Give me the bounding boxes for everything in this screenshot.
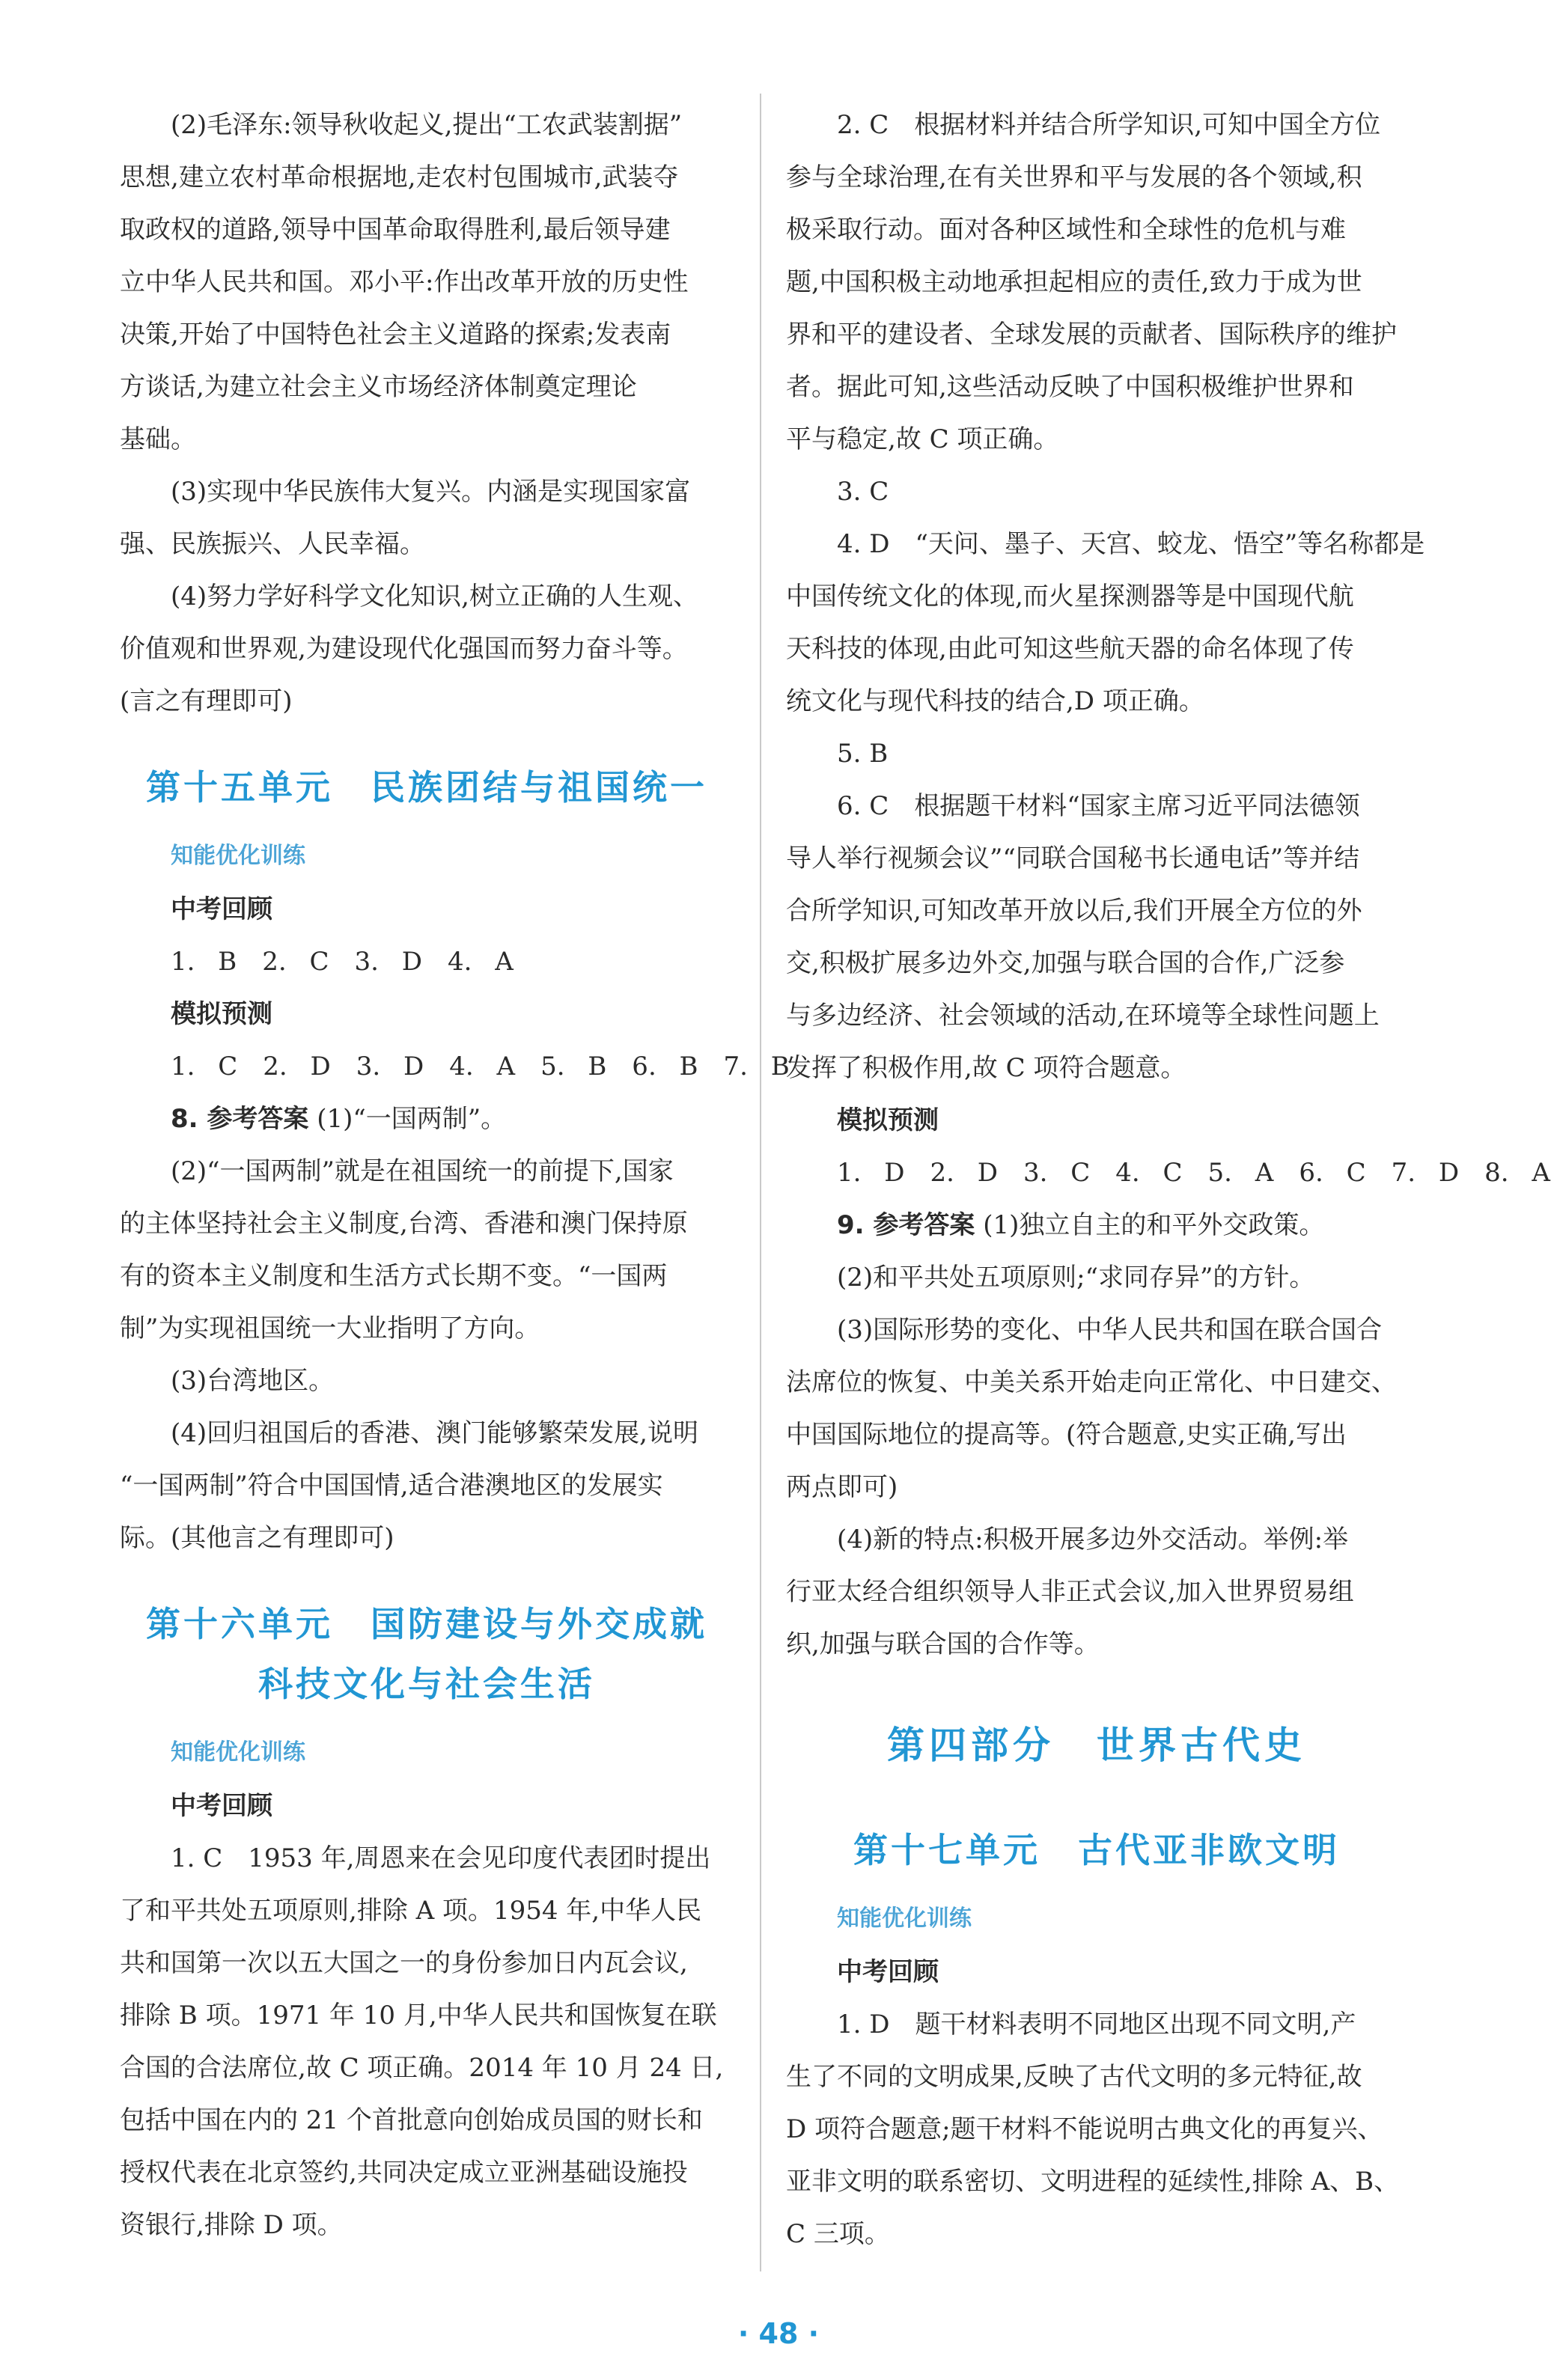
- text-line: 参与全球治理,在有关世界和平与发展的各个领域,积: [786, 162, 1362, 192]
- subsection-heading: 中考回顾: [837, 1957, 939, 1987]
- text-line: 际。(其他言之有理即可): [120, 1523, 394, 1553]
- text-line: (4)努力学好科学文化知识,树立正确的人生观、: [171, 582, 698, 611]
- text-line: (4)回归祖国后的香港、澳门能够繁荣发展,说明: [171, 1418, 698, 1448]
- text-line: D 项符合题意;题干材料不能说明古典文化的再复兴、: [786, 2114, 1383, 2144]
- text-line: (4)新的特点:积极开展多边外交活动。举例:举: [837, 1525, 1349, 1554]
- answer-paragraph: [120, 1407, 734, 1564]
- subsection-heading: 模拟预测: [837, 1105, 939, 1135]
- text-line: 的主体坚持社会主义制度,台湾、香港和澳门保持原: [120, 1209, 688, 1239]
- text-line: 中国国际地位的提高等。(符合题意,史实正确,写出: [786, 1420, 1347, 1450]
- text-line: 合所学知识,可知改革开放以后,我们开展全方位的外: [786, 896, 1362, 926]
- text-line: 天科技的体现,由此可知这些航天器的命名体现了传: [786, 634, 1354, 664]
- unit-16-heading: [120, 1594, 734, 1714]
- text-line: 有的资本主义制度和生活方式长期不变。“一国两: [120, 1261, 668, 1291]
- answer-text: (1)独立自主的和平外交政策。: [983, 1210, 1325, 1240]
- text-line: 两点即可): [786, 1472, 898, 1502]
- text-line: 发挥了积极作用,故 C 项符合题意。: [786, 1053, 1186, 1083]
- text-line: 资银行,排除 D 项。: [120, 2210, 343, 2240]
- text-line: 决策,开始了中国特色社会主义道路的探索;发表南: [120, 320, 671, 350]
- reference-answer: [786, 1199, 1407, 1251]
- text-line: 排除 B 项。1971 年 10 月,中华人民共和国恢复在联: [120, 2001, 717, 2030]
- text-line: 织,加强与联合国的合作等。: [786, 1629, 1100, 1659]
- text-line: 价值观和世界观,为建设现代化强国而努力奋斗等。: [120, 634, 688, 664]
- text-line: 法席位的恢复、中美关系开始走向正常化、中日建交、: [786, 1367, 1397, 1397]
- text-line: (2)和平共处五项原则;“求同存异”的方针。: [837, 1263, 1315, 1293]
- text-line: (3)台湾地区。: [171, 1366, 335, 1396]
- text-line: 极采取行动。面对各种区域性和全球性的危机与难: [786, 215, 1346, 245]
- text-line: 5. B: [837, 739, 889, 769]
- page-number: · 48 ·: [737, 2317, 820, 2350]
- section-label: 知能优化训练: [837, 1905, 972, 1932]
- section-label: 知能优化训练: [171, 1739, 305, 1766]
- part-4-heading: 第四部分 世界古代史: [887, 1723, 1306, 1767]
- text-line: 强、民族振兴、人民幸福。: [120, 529, 425, 559]
- answer-paragraph: [120, 466, 734, 570]
- answer-text: (1)“一国两制”。: [317, 1104, 507, 1134]
- text-line: 生了不同的文明成果,反映了古代文明的多元特征,故: [786, 2062, 1362, 2092]
- text-line: 6. C 根据题干材料“国家主席习近平同法德领: [837, 791, 1360, 821]
- text-line: 2. C 根据材料并结合所学知识,可知中国全方位: [837, 110, 1381, 140]
- section-label: 知能优化训练: [171, 843, 305, 869]
- text-line: 4. D “天问、墨子、天宫、蛟龙、悟空”等名称都是: [837, 529, 1425, 559]
- text-line: 方谈话,为建立社会主义市场经济体制奠定理论: [120, 372, 637, 402]
- unit-17-heading: 第十七单元 古代亚非欧文明: [853, 1830, 1340, 1870]
- text-line: 包括中国在内的 21 个首批意向创始成员国的财长和: [120, 2105, 703, 2135]
- text-line: 了和平共处五项原则,排除 A 项。1954 年,中华人民: [120, 1896, 702, 1926]
- subsection-heading: 中考回顾: [171, 1791, 272, 1821]
- reference-answer: [120, 1093, 734, 1145]
- text-line: 导人举行视频会议”“同联合国秘书长通电话”等并结: [786, 843, 1360, 873]
- answer-paragraph: [120, 1832, 734, 2251]
- left-column: [120, 99, 790, 2251]
- unit-15-heading: 第十五单元 民族团结与祖国统一: [146, 767, 707, 808]
- text-line: 立中华人民共和国。邓小平:作出改革开放的历史性: [120, 267, 689, 297]
- subsection-heading: 模拟预测: [171, 999, 272, 1029]
- text-line: 亚非文明的联系密切、文明进程的延续性,排除 A、B、: [786, 2167, 1400, 2197]
- text-line: 统文化与现代科技的结合,D 项正确。: [786, 686, 1204, 716]
- answer-paragraph: [120, 1145, 734, 1355]
- answer-paragraph: [786, 1998, 1407, 2260]
- text-line: 思想,建立农村革命根据地,走农村包围城市,武装夺: [120, 162, 679, 192]
- text-line: 题,中国积极主动地承担起相应的责任,致力于成为世: [786, 267, 1362, 297]
- text-line: 与多边经济、社会领域的活动,在环境等全球性问题上: [786, 1001, 1380, 1031]
- answer-paragraph: [120, 570, 734, 727]
- answer-row: 1. C 2. D 3. D 4. A 5. B 6. B 7. B: [171, 1052, 790, 1081]
- text-line: 3. C: [837, 477, 889, 507]
- answer-paragraph: [786, 1513, 1407, 1670]
- text-line: (3)国际形势的变化、中华人民共和国在联合国合: [837, 1315, 1383, 1345]
- text-line: 合国的合法席位,故 C 项正确。2014 年 10 月 24 日,: [120, 2053, 724, 2083]
- right-column: [786, 99, 1550, 2260]
- text-line: 共和国第一次以五大国之一的身份参加日内瓦会议,: [120, 1948, 688, 1978]
- text-line: 者。据此可知,这些活动反映了中国积极维护世界和: [786, 372, 1354, 402]
- column-divider: [760, 94, 761, 2271]
- subsection-heading: 中考回顾: [171, 894, 272, 924]
- answer-paragraph: [786, 99, 1407, 466]
- text-line: (2)“一国两制”就是在祖国统一的前提下,国家: [171, 1156, 674, 1186]
- answer-paragraph: [786, 518, 1425, 727]
- text-line: C 三项。: [786, 2219, 890, 2249]
- answer-paragraph: [120, 99, 734, 466]
- text-line: 交,积极扩展多边外交,加强与联合国的合作,广泛参: [786, 948, 1345, 978]
- answer-row: 1. D 2. D 3. C 4. C 5. A 6. C 7. D 8. A: [837, 1158, 1550, 1188]
- text-line: 1. C 1953 年,周恩来在会见印度代表团时提出: [171, 1843, 711, 1873]
- text-line: (2)毛泽东:领导秋收起义,提出“工农武装割据”: [171, 110, 683, 140]
- text-line: 授权代表在北京签约,共同决定成立亚洲基础设施投: [120, 2158, 688, 2188]
- text-line: 行亚太经合组织领导人非正式会议,加入世界贸易组: [786, 1577, 1354, 1607]
- unit-16-title-line-2: 科技文化与社会生活: [258, 1664, 595, 1704]
- text-line: (言之有理即可): [120, 686, 293, 716]
- text-line: 制”为实现祖国统一大业指明了方向。: [120, 1313, 540, 1343]
- text-line: 基础。: [120, 424, 196, 454]
- text-line: 界和平的建设者、全球发展的贡献者、国际秩序的维护: [786, 320, 1397, 350]
- text-line: (3)实现中华民族伟大复兴。内涵是实现国家富: [171, 477, 691, 507]
- text-line: “一国两制”符合中国国情,适合港澳地区的发展实: [120, 1471, 663, 1501]
- text-line: 取政权的道路,领导中国革命取得胜利,最后领导建: [120, 215, 671, 245]
- text-line: 中国传统文化的体现,而火星探测器等是中国现代航: [786, 582, 1354, 611]
- answer-paragraph: [786, 1304, 1407, 1513]
- question-number: 9. 参考答案: [837, 1210, 975, 1240]
- answer-paragraph: [786, 780, 1407, 1094]
- text-line: 平与稳定,故 C 项正确。: [786, 424, 1059, 454]
- unit-16-title-line-1: 第十六单元 国防建设与外交成就: [146, 1604, 707, 1644]
- text-line: 1. D 题干材料表明不同地区出现不同文明,产: [837, 2010, 1356, 2039]
- question-number: 8. 参考答案: [171, 1104, 309, 1134]
- answer-row: 1. B 2. C 3. D 4. A: [171, 947, 514, 977]
